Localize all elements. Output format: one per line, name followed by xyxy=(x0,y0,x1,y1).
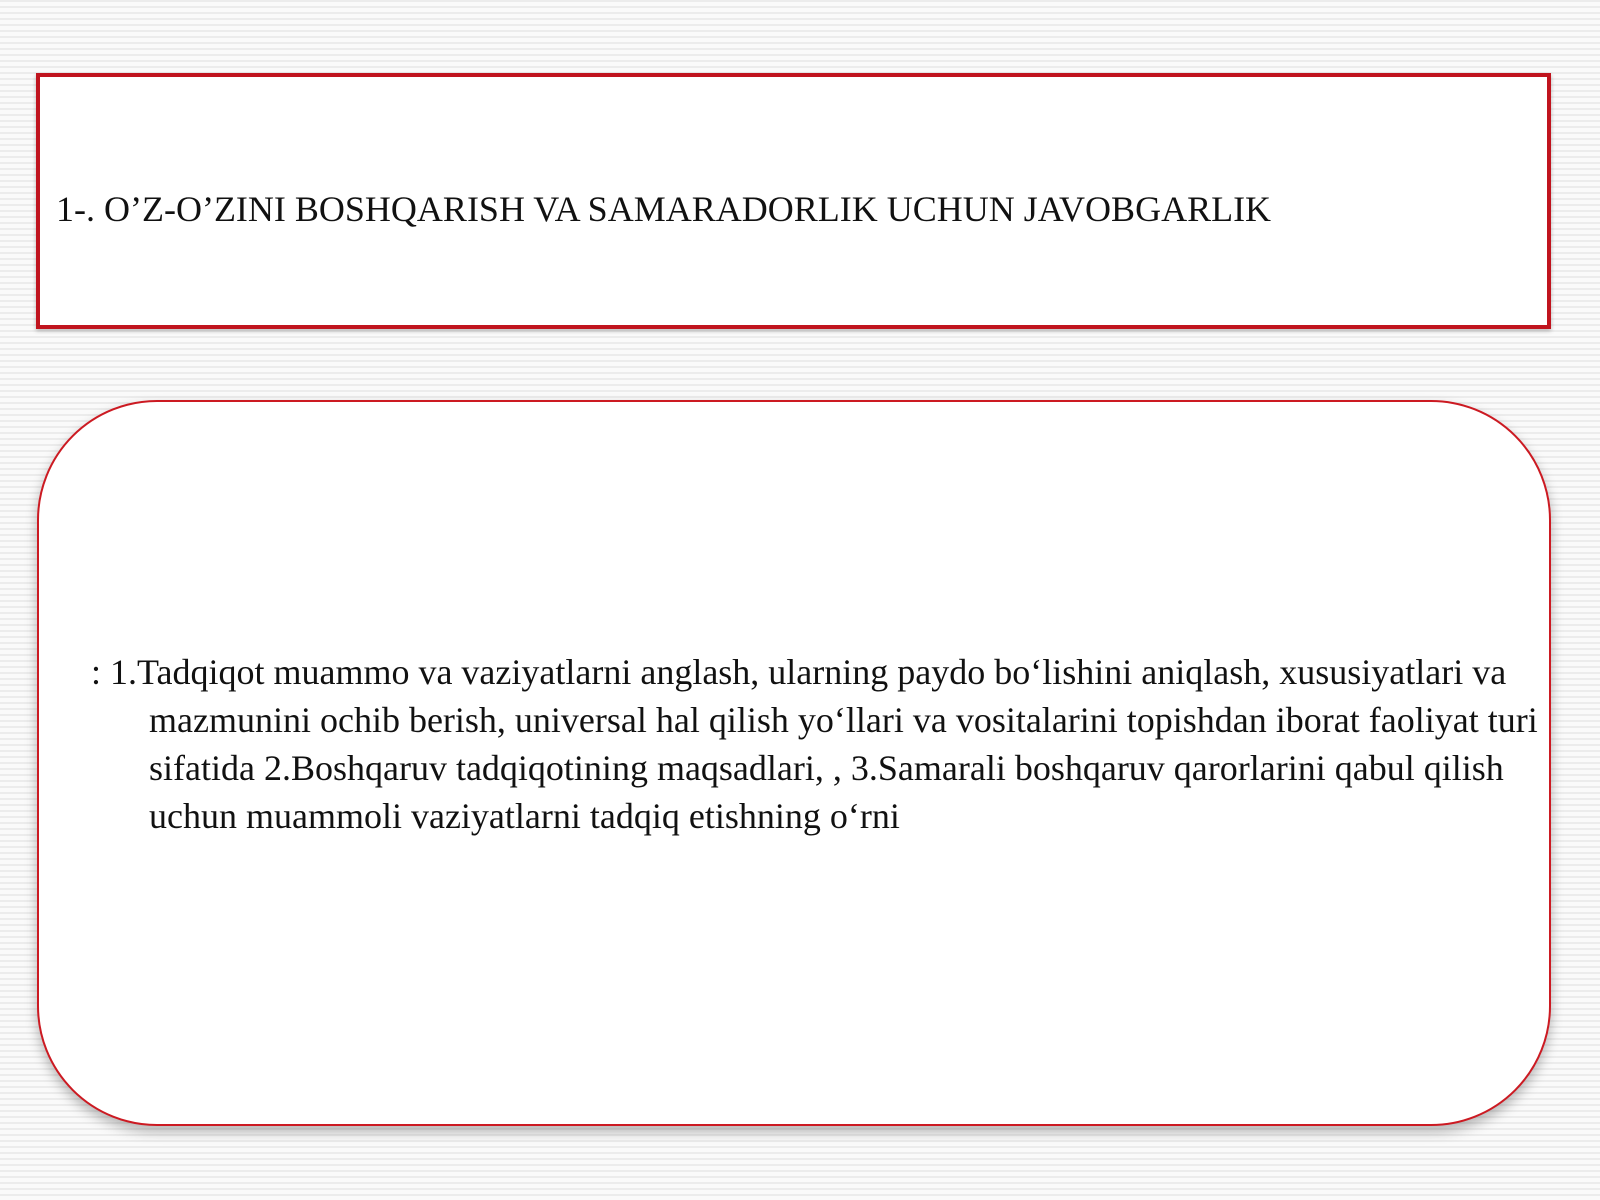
content-box xyxy=(37,400,1551,1126)
slide-body-text: : 1.Tadqiqot muammo va vaziyatlarni anglash, ularning paydo bo‘lishini aniqlash, xususiyatlari va mazmunini ochib berish, universal hal qilish yo‘llari va vositalarini topishdan iborat faoliyat turi sifatida 2.Boshqaruv tadqiqotining maqsadlari, , 3.Samarali boshqaruv qarorlarini qabul qilish uchun muammoli vaziyatlarni tadqiq etishning o‘rni xyxy=(91,652,1538,836)
title-box xyxy=(36,73,1551,329)
slide-title: 1-. O’Z-O’ZINI BOSHQARISH VA SAMARADORLIK UCHUN JAVOBGARLIK xyxy=(56,189,1272,229)
